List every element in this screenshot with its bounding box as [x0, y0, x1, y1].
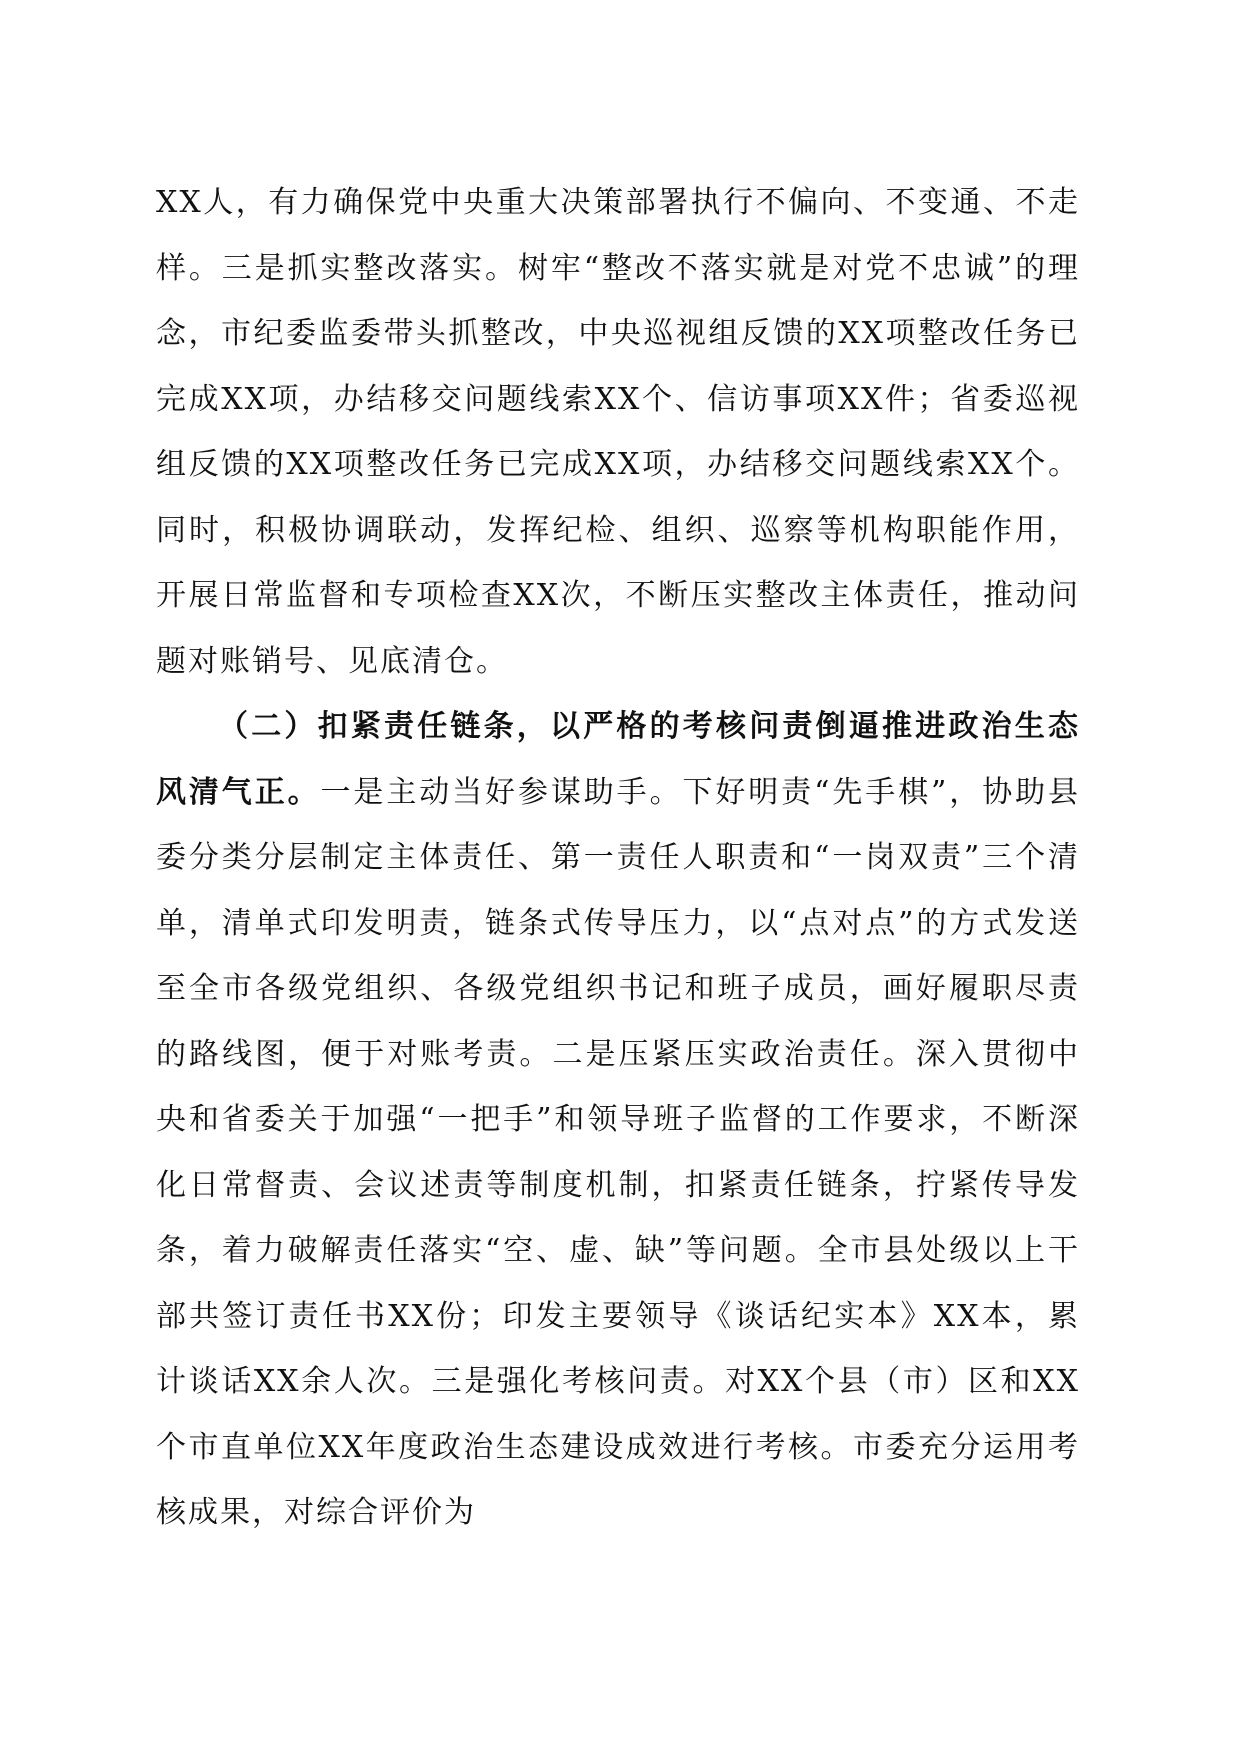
document-body [156, 170, 1080, 1546]
section-heading: （二）扣紧责任链条，以严格的考核问责倒逼推进政治生态风清气正。 [156, 709, 1080, 810]
section-body: 一是主动当好参谋助手。下好明责“先手棋”，协助县委分类分层制定主体责任、第一责任人职责和“一岗双责”三个清单，清单式印发明责，链条式传导压力，以“点对点”的方式发送至全市各级党组织、各级党组织书记和班子成员，画好履职尽责的路线图，便于对账考责。二是压紧压实政治责任。深入贯彻中央和省委关于加强“一把手”和领导班子监督的工作要求，不断深化日常督责、会议述责等制度机制，扣紧责任链条，拧紧传导发条，着力破解责任落实“空、虚、缺”等问题。全市县处级以上干部共签订责任书XX份；印发主要领导《谈话纪实本》XX本，累计谈话XX余人次。三是强化考核问责。对XX个县（市）区和XX个市直单位XX年度政治生态建设成效进行考核。市委充分运用考核成果，对综合评价为 [156, 774, 1080, 1530]
paragraph-continued: XX人，有力确保党中央重大决策部署执行不偏向、不变通、不走样。三是抓实整改落实。树牢“整改不落实就是对党不忠诚”的理念，市纪委监委带头抓整改，中央巡视组反馈的XX项整改任务已完成XX项，办结移交问题线索XX个、信访事项XX件；省委巡视组反馈的XX项整改任务已完成XX项，办结移交问题线索XX个。同时，积极协调联动，发挥纪检、组织、巡察等机构职能作用，开展日常监督和专项检查XX次，不断压实整改主体责任，推动问题对账销号、见底清仓。 [156, 185, 1080, 679]
paragraph-section-two [156, 694, 1080, 1546]
